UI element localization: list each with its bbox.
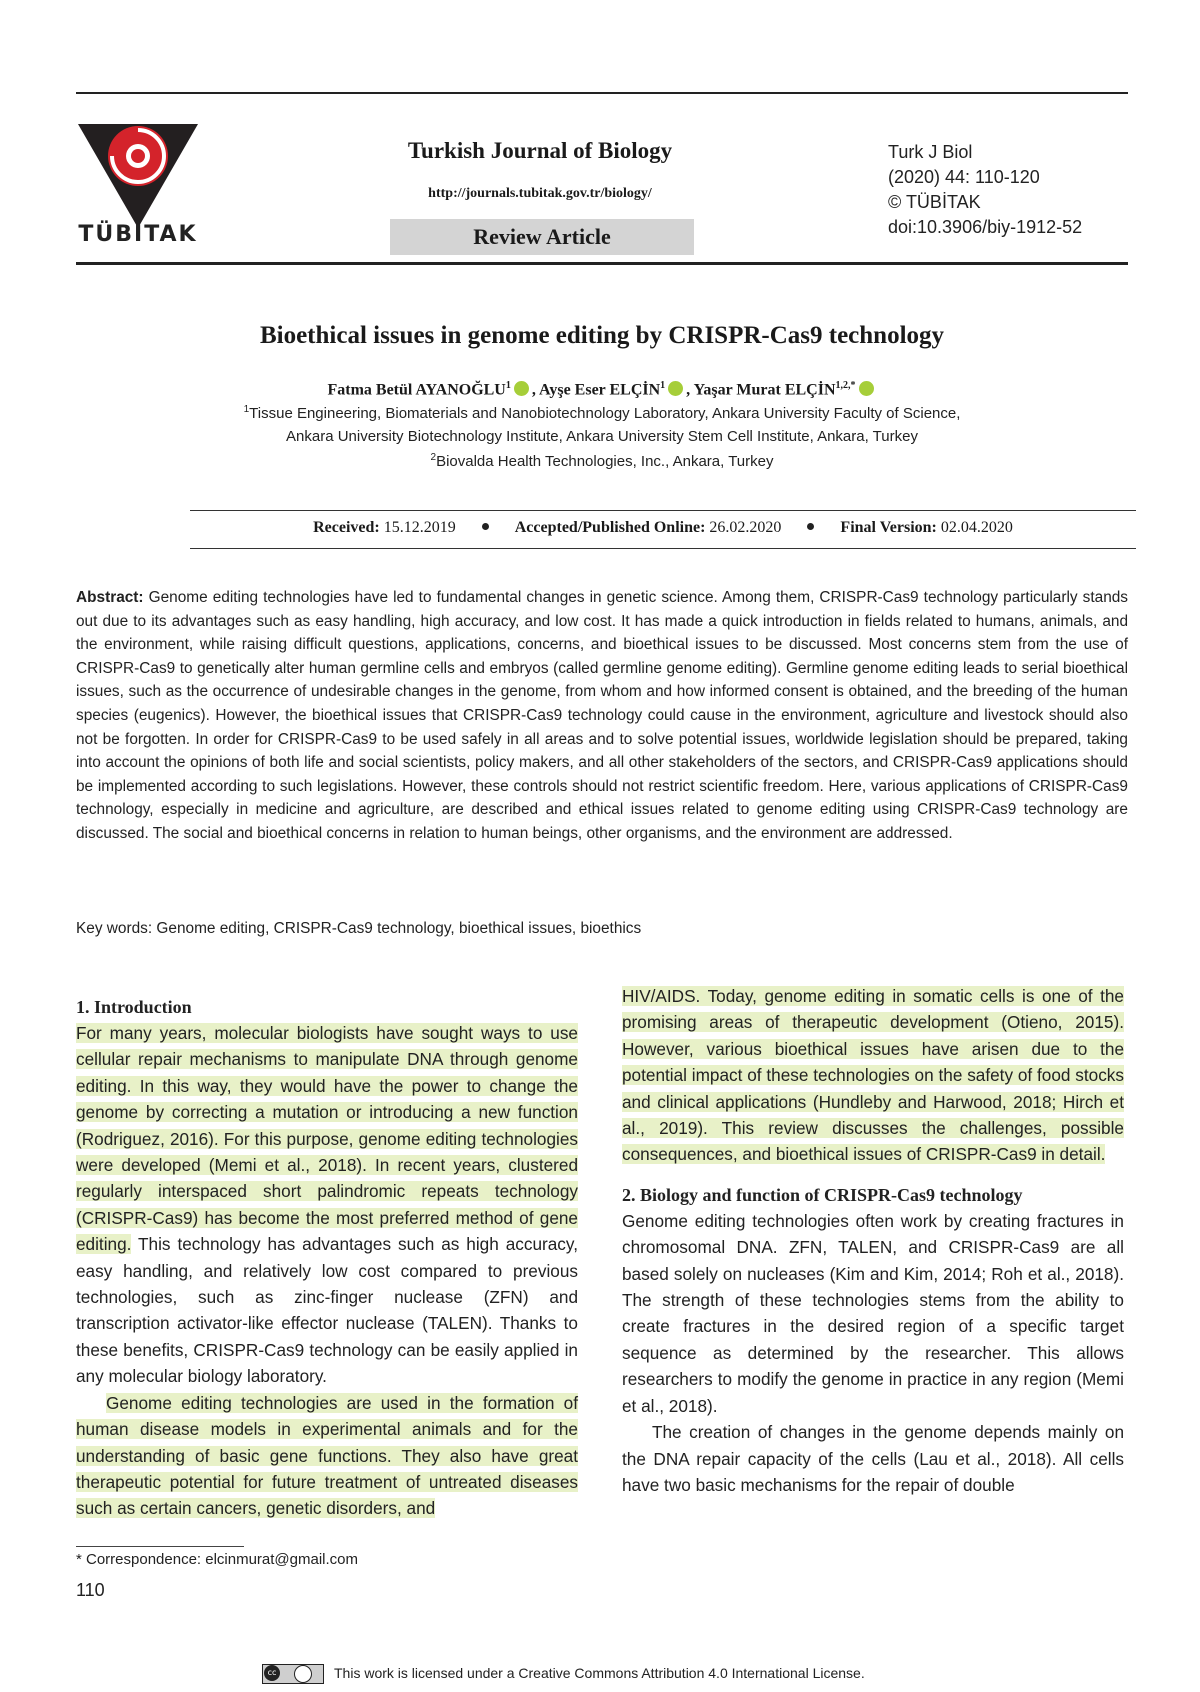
paragraph (76, 1390, 578, 1522)
paper-title: Bioethical issues in genome editing by CRISPR-Cas9 technology (259, 322, 945, 349)
article-type-badge: Review Article (390, 219, 694, 255)
keywords-label: Key words: (76, 920, 153, 937)
author-affil-sup: 1 (660, 380, 666, 391)
affil-sup: 1 (243, 404, 250, 415)
section-heading: 2. Biology and function of CRISPR-Cas9 technology (622, 1184, 1023, 1205)
license-text: This work is licensed under a Creative Commons Attribution 4.0 International License. (334, 1665, 865, 1681)
journal-title: Turkish Journal of Biology (407, 138, 673, 163)
paragraph: The creation of changes in the genome depends mainly on the DNA repair capacity of the cells (Lau et al., 2018). All cells have two basic mechanisms for the repair of double (622, 1422, 1124, 1495)
abstract-label: Abstract: (76, 589, 144, 606)
body-column-left (76, 994, 578, 1522)
highlighted-text: For many years, molecular biologists have sought ways to use cellular repair mechanisms to manipulate DNA through genome editing. In this way, they would have the power to change the genome by correcting a mutation or introducing a new function (Rodriguez, 2016). For this purpose, genome editing technologies were developed (Memi et al., 2018). In recent years, clustered regularly interspaced short palindromic repeats technology (CRISPR-Cas9) has become the most preferred method of gene editing. (76, 1023, 578, 1255)
abstract-text: Genome editing technologies have led to fundamental changes in genetic science. Among them, CRISPR-Cas9 technology particularly stands out due to its advantages such as easy handling, high accuracy, and low cost. It has made a quick introduction in fields related to humans, animals, and the environment, while raising difficult questions, applications, concerns, and bioethical issues to be discussed. Most concerns stem from the use of CRISPR-Cas9 to genetically alter human germline cells and embryos (called germline genome editing). Germline genome editing leads to serial bioethical issues, such as the occurrence of undesirable changes in the genome, from whom and how informed consent is obtained, and the breeding of the human species (eugenics). However, the bioethical issues that CRISPR-Cas9 technology could cause in the environment, agriculture and livestock should also not be forgotten. In order for CRISPR-Cas9 to be used safely in all areas and to solve potential issues, worldwide legislation should be prepared, taking into account the opinions of both life and social scientists, policy makers, and all other stakeholders of the sectors, and CRISPR-Cas9 applications should be implemented according to such legislations. However, these controls should not restrict scientific freedom. Here, various applications of CRISPR-Cas9 technology, especially in medicine and agriculture, are described and ethical issues related to genome editing using CRISPR-Cas9 technology are discussed. The social and bioethical concerns in relation to human beings, other organisms, and the environment are addressed. (76, 589, 1129, 842)
volume-pages: (2020) 44: 110-120 (888, 167, 1040, 187)
final-date: 02.04.2020 (940, 519, 1013, 536)
orcid-icon[interactable] (859, 381, 874, 396)
logo-wordmark: TÜBİTAK (78, 222, 198, 247)
keywords-text: Genome editing, CRISPR-Cas9 technology, bioethical issues, bioethics (156, 920, 642, 937)
author-name: Yaşar Murat ELÇİN (693, 381, 836, 399)
footnote-rule (76, 1546, 244, 1547)
header-bottom-rule (76, 262, 1128, 265)
dates-bottom-rule (190, 548, 1136, 549)
affil-text: Tissue Engineering, Biomaterials and Nanobiotechnology Laboratory, Ankara University Faculty of Science, (249, 405, 961, 422)
copyright: © TÜBİTAK (888, 192, 981, 212)
page-number: 110 (76, 1580, 105, 1600)
bullet-icon (807, 523, 814, 530)
orcid-icon[interactable] (668, 381, 683, 396)
body-column-right (622, 983, 1124, 1498)
paragraph: Genome editing technologies often work by creating fractures in chromosomal DNA. ZFN, TALEN, and CRISPR-Cas9 are all based solely on nucleases (Kim and Kim, 2014; Roh et al., 2018). The strength of these technologies stems from the ability to create fractures in the desired region of a specific target sequence as determined by the researcher. This allows researchers to modify the genome in practice in any region (Memi et al., 2018). (622, 1210, 1124, 1416)
paragraph (76, 1020, 578, 1390)
affil-sup: 2 (430, 452, 437, 463)
final-label: Final Version: (840, 519, 937, 536)
accepted-date: 26.02.2020 (709, 519, 782, 536)
citation-meta (888, 140, 1082, 240)
journal-url-link[interactable]: http://journals.tubitak.gov.tr/biology/ (428, 186, 652, 201)
dates-top-rule (190, 510, 1136, 511)
paragraph (622, 983, 1124, 1168)
received-date: 15.12.2019 (383, 519, 456, 536)
paragraph-text: This technology has advantages such as high accuracy, easy handling, and relatively low cost compared to previous technologies, such as zinc-finger nuclease (ZFN) and transcription activator-like effector nuclease (TALEN). Thanks to these benefits, CRISPR-Cas9 technology can be easily applied in any molecular biology laboratory. (76, 1234, 578, 1387)
bullet-icon (482, 523, 489, 530)
affiliation-line (76, 404, 1128, 422)
article-dates (190, 519, 1136, 537)
doi-link[interactable]: doi:10.3906/biy-1912-52 (888, 217, 1083, 237)
author-name: Fatma Betül AYANOĞLU (327, 381, 506, 399)
accepted-label: Accepted/Published Online: (514, 519, 706, 536)
affiliation-line: Ankara University Biotechnology Institute, Ankara University Stem Cell Institute, Ankara, Turkey (286, 428, 918, 445)
author-name: Ayşe Eser ELÇİN (538, 381, 661, 399)
received-label: Received: (313, 519, 380, 536)
header-top-rule (76, 92, 1128, 94)
correspondence-footnote: * Correspondence: elcinmurat@gmail.com (76, 1551, 359, 1568)
highlighted-text: HIV/AIDS. Today, genome editing in somatic cells is one of the promising areas of therapeutic development (Otieno, 2015). However, various bioethical issues have arisen due to the potential impact of these technologies on the safety of food stocks and clinical applications (Hundleby and Harwood, 2018; Hirch et al., 2019). This review discusses the challenges, possible consequences, and bioethical issues of CRISPR-Cas9 in detail. (622, 986, 1124, 1165)
cc-icon: cc (264, 1665, 280, 1681)
section-heading: 1. Introduction (76, 997, 192, 1017)
journal-abbrev: Turk J Biol (888, 142, 973, 162)
by-attribution-icon (294, 1665, 312, 1683)
affil-text: Biovalda Health Technologies, Inc., Ankara, Turkey (436, 453, 774, 470)
orcid-icon[interactable] (514, 381, 529, 396)
highlighted-text: Genome editing technologies are used in the formation of human disease models in experimental animals and for the understanding of basic gene functions. They also have great therapeutic potential for future treatment of untreated diseases such as certain cancers, genetic disorders, and (76, 1392, 578, 1519)
author-list: Fatma Betül AYANOĞLU$^1$ , Ayşe Eser ELÇİN$^1$ , Yaşar Murat $ELÇİN^{1,2,*}$ (76, 380, 1128, 399)
keywords (76, 920, 1128, 938)
author-affil-sup: 1,2,* (835, 380, 856, 391)
abstract (76, 586, 1128, 846)
author-affil-sup: 1 (505, 380, 511, 391)
affiliation-line (76, 452, 1128, 470)
